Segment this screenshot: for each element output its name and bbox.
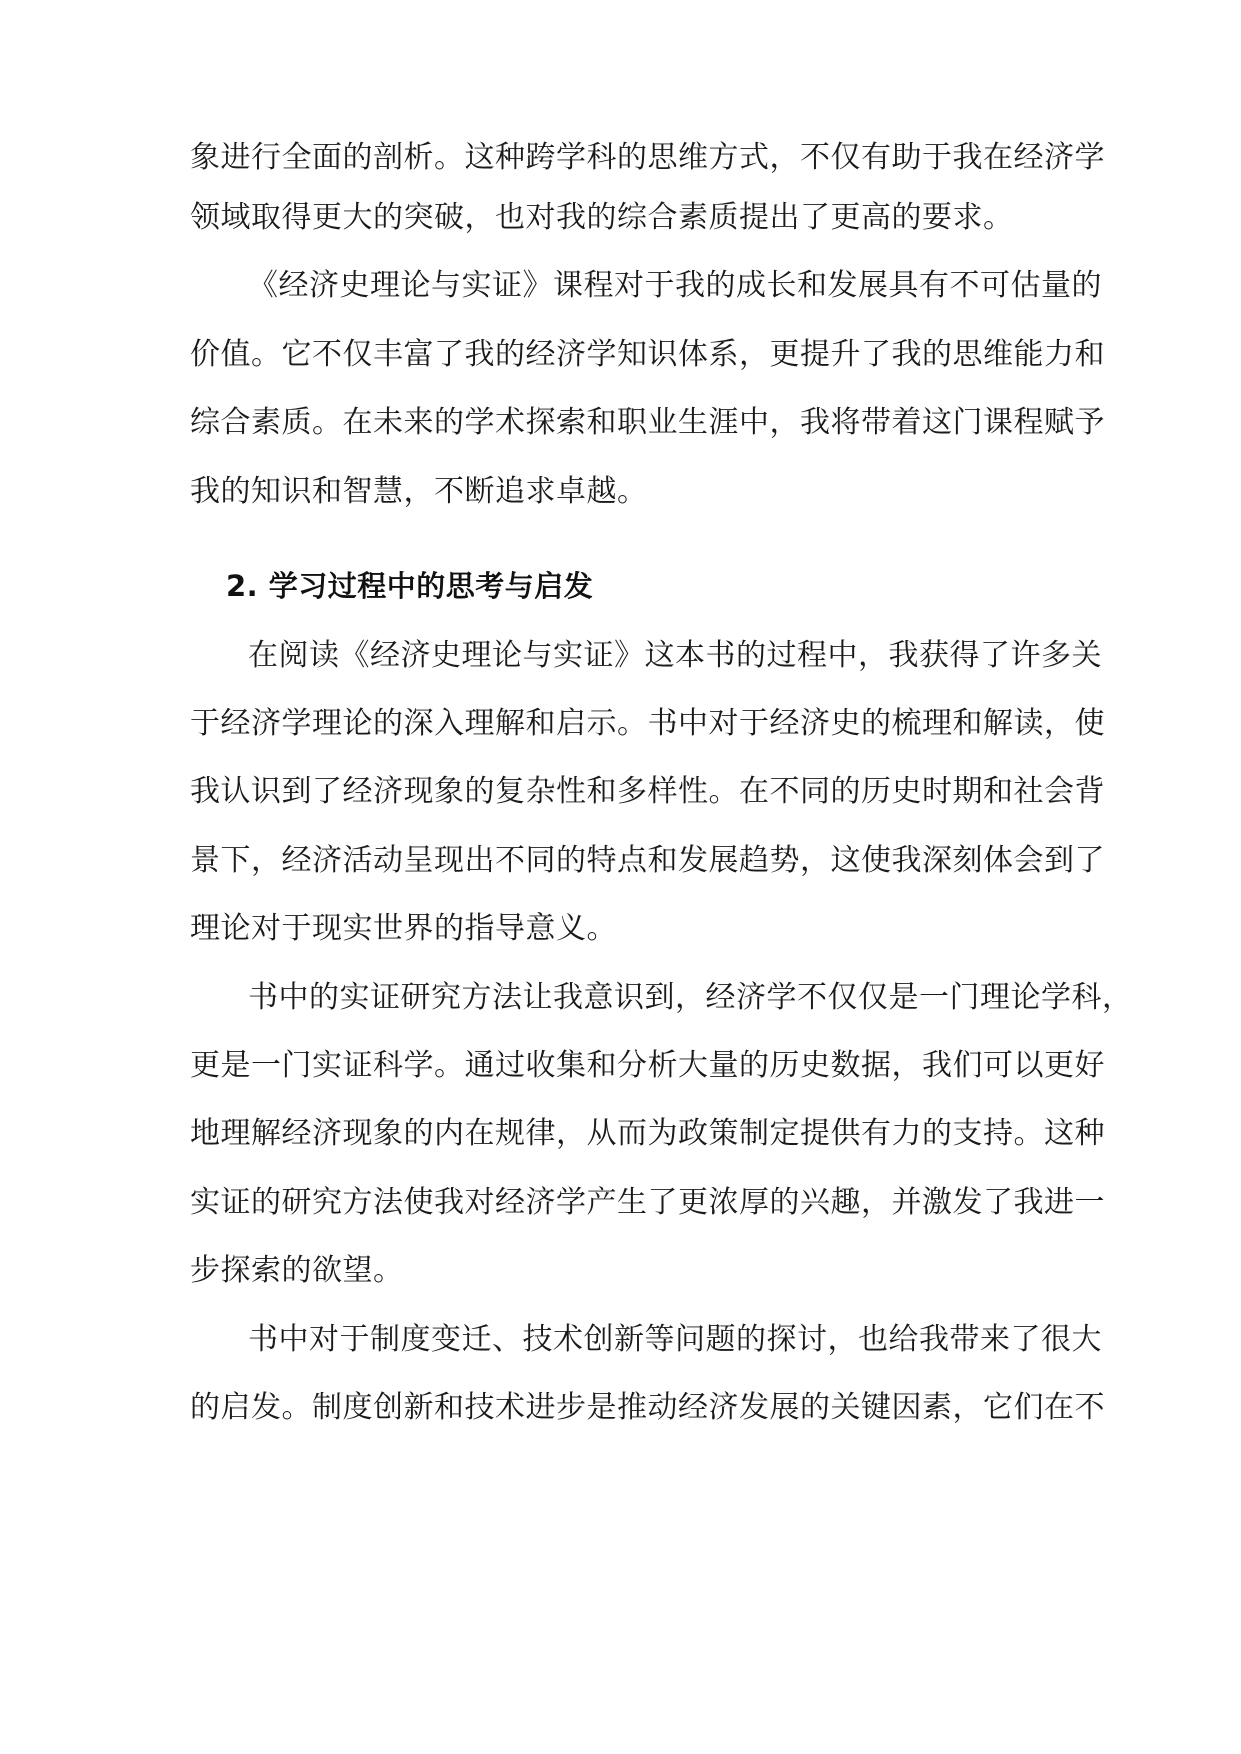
section-heading: 2. 学习过程中的思考与启发 <box>226 569 594 603</box>
text-line: 书中对于制度变迁、技术创新等问题的探讨，也给我带来了很大 <box>248 1322 1102 1357</box>
text-line: 步探索的欲望。 <box>190 1253 404 1288</box>
text-line: 的启发。制度创新和技术进步是推动经济发展的关键因素，它们在不 <box>190 1390 1105 1425</box>
text-line: 实证的研究方法使我对经济学产生了更浓厚的兴趣，并激发了我进一 <box>190 1185 1105 1220</box>
text-line: 更是一门实证科学。通过收集和分析大量的历史数据，我们可以更好 <box>190 1048 1105 1083</box>
text-line: 综合素质。在未来的学术探索和职业生涯中，我将带着这门课程赋予 <box>190 405 1105 440</box>
text-line: 景下，经济活动呈现出不同的特点和发展趋势，这使我深刻体会到了 <box>190 843 1105 878</box>
text-line: 理论对于现实世界的指导意义。 <box>190 911 617 946</box>
text-line: 价值。它不仅丰富了我的经济学知识体系，更提升了我的思维能力和 <box>190 337 1105 372</box>
text-line: 《经济史理论与实证》课程对于我的成长和发展具有不可估量的 <box>248 268 1102 303</box>
text-line: 我的知识和智慧，不断追求卓越。 <box>190 474 648 509</box>
text-line: 在阅读《经济史理论与实证》这本书的过程中，我获得了许多关 <box>248 638 1102 673</box>
text-line: 我认识到了经济现象的复杂性和多样性。在不同的历史时期和社会背 <box>190 774 1105 809</box>
text-line: 象进行全面的剖析。这种跨学科的思维方式，不仅有助于我在经济学 <box>190 140 1105 175</box>
text-line: 地理解经济现象的内在规律，从而为政策制定提供有力的支持。这种 <box>190 1116 1105 1151</box>
text-line: 书中的实证研究方法让我意识到，经济学不仅仅是一门理论学科， <box>248 980 1133 1015</box>
text-line: 领域取得更大的突破，也对我的综合素质提出了更高的要求。 <box>190 200 1014 235</box>
text-line: 于经济学理论的深入理解和启示。书中对于经济史的梳理和解读，使 <box>190 706 1105 741</box>
